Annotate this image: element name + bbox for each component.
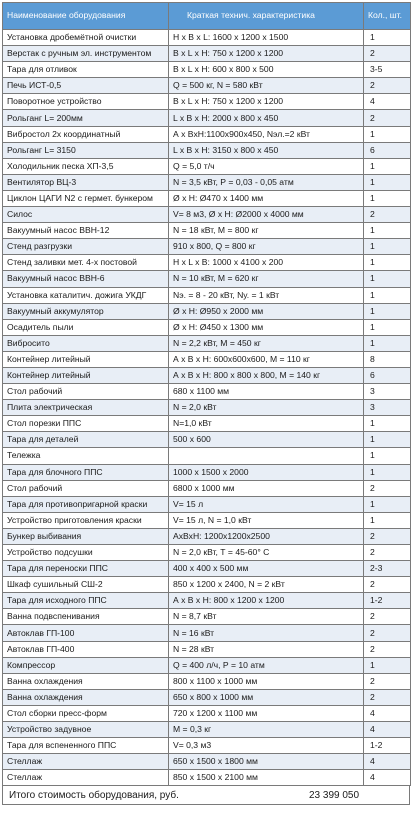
table-row [3,480,411,496]
cell-qty: 8 [364,351,411,367]
cell-name: Ванна охлаждения [3,673,169,689]
cell-qty: 4 [364,705,411,721]
total-label: Итого стоимость оборудования, руб. [9,789,179,801]
cell-qty: 6 [364,367,411,383]
cell-name: Поворотное устройство [3,94,169,110]
table-row [3,110,411,126]
cell-spec: Н х L х В: 1000 х 4100 х 200 [169,255,364,271]
cell-spec: N = 28 кВт [169,641,364,657]
cell-name: Верстак с ручным эл. инструментом [3,46,169,62]
cell-name: Силос [3,207,169,223]
cell-qty: 2 [364,207,411,223]
table-row [3,367,411,383]
cell-name: Плита электрическая [3,400,169,416]
cell-qty: 1 [364,158,411,174]
cell-name: Ванна подвспенивания [3,609,169,625]
cell-spec: N = 2,0 кВт, Т = 45-60° С [169,545,364,561]
table-row [3,609,411,625]
table-row [3,705,411,721]
cell-qty: 1 [364,335,411,351]
cell-name: Установка каталитич. дожига УКДГ [3,287,169,303]
cell-name: Стол рабочий [3,384,169,400]
cell-spec: А х В х Н: 800 х 800 х 800, М = 140 кг [169,367,364,383]
total-value: 23 399 050 [309,789,360,801]
table-row [3,271,411,287]
cell-name: Тара для переноски ППС [3,561,169,577]
cell-spec: Nэ. = 8 - 20 кВт, Nу. = 1 кВт [169,287,364,303]
cell-qty: 4 [364,754,411,770]
cell-name: Стеллаж [3,754,169,770]
table-header-row [3,3,411,30]
cell-qty: 1 [364,287,411,303]
cell-name: Контейнер литейный [3,351,169,367]
cell-qty: 1-2 [364,738,411,754]
cell-spec: 650 х 800 х 1000 мм [169,689,364,705]
table-row [3,512,411,528]
cell-qty: 1 [364,223,411,239]
cell-spec: Q = 5,0 т/ч [169,158,364,174]
cell-qty: 1 [364,239,411,255]
cell-qty: 4 [364,722,411,738]
equipment-table-container [2,2,410,805]
cell-spec: L х В х Н: 2000 х 800 х 450 [169,110,364,126]
cell-name: Тара для деталей [3,432,169,448]
cell-name: Шкаф сушильный СШ-2 [3,577,169,593]
cell-spec: Ø х Н: Ø950 х 2000 мм [169,303,364,319]
cell-name: Тара для противопригарной краски [3,496,169,512]
cell-qty: 1 [364,303,411,319]
cell-spec: V= 0,3 м3 [169,738,364,754]
cell-qty: 1 [364,271,411,287]
cell-qty: 1 [364,496,411,512]
cell-spec: 500 х 600 [169,432,364,448]
cell-name: Бункер выбивания [3,528,169,544]
cell-name: Тара для вспененного ППС [3,738,169,754]
cell-name: Автоклав ГП-400 [3,641,169,657]
table-row [3,416,411,432]
cell-name: Вентилятор ВЦ-3 [3,174,169,190]
cell-qty: 1 [364,448,411,464]
cell-name: Рольганг L= 3150 [3,142,169,158]
table-row [3,754,411,770]
table-row [3,384,411,400]
cell-spec: N = 16 кВт [169,625,364,641]
table-row [3,78,411,94]
cell-spec: Н х В х L: 1600 х 1200 х 1500 [169,30,364,46]
table-row [3,190,411,206]
cell-spec: Q = 500 кг, N = 580 кВт [169,78,364,94]
table-row [3,432,411,448]
table-row [3,400,411,416]
cell-name: Тара для исходного ППС [3,593,169,609]
cell-spec: V= 8 м3, Ø х Н: Ø2000 х 4000 мм [169,207,364,223]
cell-qty: 2 [364,545,411,561]
header-spec: Краткая технич. характеристика [169,3,364,30]
cell-qty: 1 [364,255,411,271]
cell-qty: 2 [364,577,411,593]
cell-name: Стол порезки ППС [3,416,169,432]
table-row [3,207,411,223]
table-row [3,625,411,641]
table-row [3,287,411,303]
table-row [3,62,411,78]
table-row [3,174,411,190]
total-row [2,786,410,805]
cell-qty: 2 [364,78,411,94]
cell-name: Рольганг L= 200мм [3,110,169,126]
cell-name: Стол сборки пресс-форм [3,705,169,721]
cell-name: Осадитель пыли [3,319,169,335]
cell-spec [169,448,364,464]
cell-qty: 1 [364,432,411,448]
table-row [3,641,411,657]
cell-qty: 2 [364,110,411,126]
cell-qty: 4 [364,770,411,786]
cell-name: Устройство приготовления краски [3,512,169,528]
cell-spec: М = 0,3 кг [169,722,364,738]
cell-qty: 1 [364,657,411,673]
cell-qty: 2 [364,641,411,657]
cell-spec: V= 15 л, N = 1,0 кВт [169,512,364,528]
cell-name: Стенд разгрузки [3,239,169,255]
cell-qty: 6 [364,142,411,158]
cell-qty: 2 [364,609,411,625]
table-row [3,528,411,544]
cell-name: Стол рабочий [3,480,169,496]
cell-spec: В х L х Н: 750 х 1200 х 1200 [169,46,364,62]
table-row [3,223,411,239]
cell-name: Стеллаж [3,770,169,786]
cell-qty: 3 [364,400,411,416]
cell-name: Вакуумный аккумулятор [3,303,169,319]
table-row [3,770,411,786]
table-row [3,303,411,319]
table-row [3,593,411,609]
cell-qty: 1 [364,174,411,190]
table-row [3,94,411,110]
cell-spec: 850 х 1200 х 2400, N = 2 кВт [169,577,364,593]
cell-qty: 2 [364,673,411,689]
cell-spec: 650 х 1500 х 1800 мм [169,754,364,770]
cell-name: Печь ИСТ-0,5 [3,78,169,94]
table-row [3,545,411,561]
cell-spec: 910 х 800, Q = 800 кг [169,239,364,255]
cell-name: Ванна охлаждения [3,689,169,705]
cell-name: Холодильник песка ХП-3,5 [3,158,169,174]
cell-name: Устройство подсушки [3,545,169,561]
cell-qty: 4 [364,94,411,110]
table-row [3,657,411,673]
cell-spec: А х В х Н: 600х600х600, М = 110 кг [169,351,364,367]
cell-qty: 2 [364,46,411,62]
cell-qty: 1 [364,30,411,46]
table-row [3,673,411,689]
table-row [3,351,411,367]
cell-qty: 2 [364,625,411,641]
cell-qty: 1 [364,126,411,142]
cell-name: Компрессор [3,657,169,673]
cell-spec: V= 15 л [169,496,364,512]
cell-name: Контейнер литейный [3,367,169,383]
table-row [3,496,411,512]
table-row [3,561,411,577]
cell-qty: 3-5 [364,62,411,78]
cell-qty: 1 [364,190,411,206]
table-row [3,255,411,271]
table-row [3,239,411,255]
table-row [3,464,411,480]
cell-spec: 1000 х 1500 х 2000 [169,464,364,480]
table-row [3,738,411,754]
cell-spec: 800 х 1100 х 1000 мм [169,673,364,689]
cell-qty: 2 [364,689,411,705]
cell-spec: N = 10 кВт, М = 620 кг [169,271,364,287]
cell-spec: N = 8,7 кВт [169,609,364,625]
cell-name: Вакуумный насос ВВН-6 [3,271,169,287]
cell-spec: В х L х Н: 600 х 800 х 500 [169,62,364,78]
cell-name: Вибросито [3,335,169,351]
table-body [3,30,411,786]
header-name: Наименование оборудования [3,3,169,30]
table-row [3,689,411,705]
table-row [3,142,411,158]
cell-qty: 2 [364,528,411,544]
cell-qty: 2-3 [364,561,411,577]
cell-name: Тара для блочного ППС [3,464,169,480]
cell-spec: N = 3,5 кВт, Р = 0,03 - 0,05 атм [169,174,364,190]
cell-spec: L х В х Н: 3150 х 800 х 450 [169,142,364,158]
cell-spec: Ø х Н: Ø450 х 1300 мм [169,319,364,335]
table-row [3,577,411,593]
cell-spec: N = 2,0 кВт [169,400,364,416]
cell-name: Установка дробемётной очистки [3,30,169,46]
cell-name: Автоклав ГП-100 [3,625,169,641]
cell-spec: 400 х 400 х 500 мм [169,561,364,577]
cell-name: Вибростол 2х координатный [3,126,169,142]
table-row [3,126,411,142]
cell-spec: N=1,0 кВт [169,416,364,432]
cell-qty: 1 [364,416,411,432]
cell-qty: 1-2 [364,593,411,609]
cell-spec: А х В х Н: 800 х 1200 х 1200 [169,593,364,609]
cell-name: Тара для отливок [3,62,169,78]
table-row [3,158,411,174]
cell-name: Вакуумный насос ВВН-12 [3,223,169,239]
cell-qty: 1 [364,319,411,335]
cell-spec: А х ВхН:1100х900х450, Nэл.=2 кВт [169,126,364,142]
cell-qty: 2 [364,480,411,496]
cell-spec: N = 18 кВт, М = 800 кг [169,223,364,239]
table-row [3,448,411,464]
equipment-table [2,2,411,786]
table-row [3,722,411,738]
cell-spec: Ø х Н: Ø470 х 1400 мм [169,190,364,206]
cell-spec: N = 2,2 кВт, М = 450 кг [169,335,364,351]
cell-spec: 680 х 1100 мм [169,384,364,400]
table-row [3,46,411,62]
cell-spec: АхВхН: 1200х1200х2500 [169,528,364,544]
header-qty: Кол., шт. [364,3,411,30]
cell-qty: 1 [364,512,411,528]
cell-name: Тележка [3,448,169,464]
cell-qty: 1 [364,464,411,480]
table-row [3,30,411,46]
table-row [3,319,411,335]
cell-spec: 850 х 1500 х 2100 мм [169,770,364,786]
table-row [3,335,411,351]
cell-spec: 6800 х 1000 мм [169,480,364,496]
cell-spec: Q = 400 л/ч, Р = 10 атм [169,657,364,673]
cell-name: Стенд заливки мет. 4-х постовой [3,255,169,271]
cell-spec: 720 х 1200 х 1100 мм [169,705,364,721]
cell-name: Циклон ЦАГИ N2 с гермет. бункером [3,190,169,206]
cell-qty: 3 [364,384,411,400]
cell-name: Устройство задувное [3,722,169,738]
cell-spec: В х L х Н: 750 х 1200 х 1200 [169,94,364,110]
